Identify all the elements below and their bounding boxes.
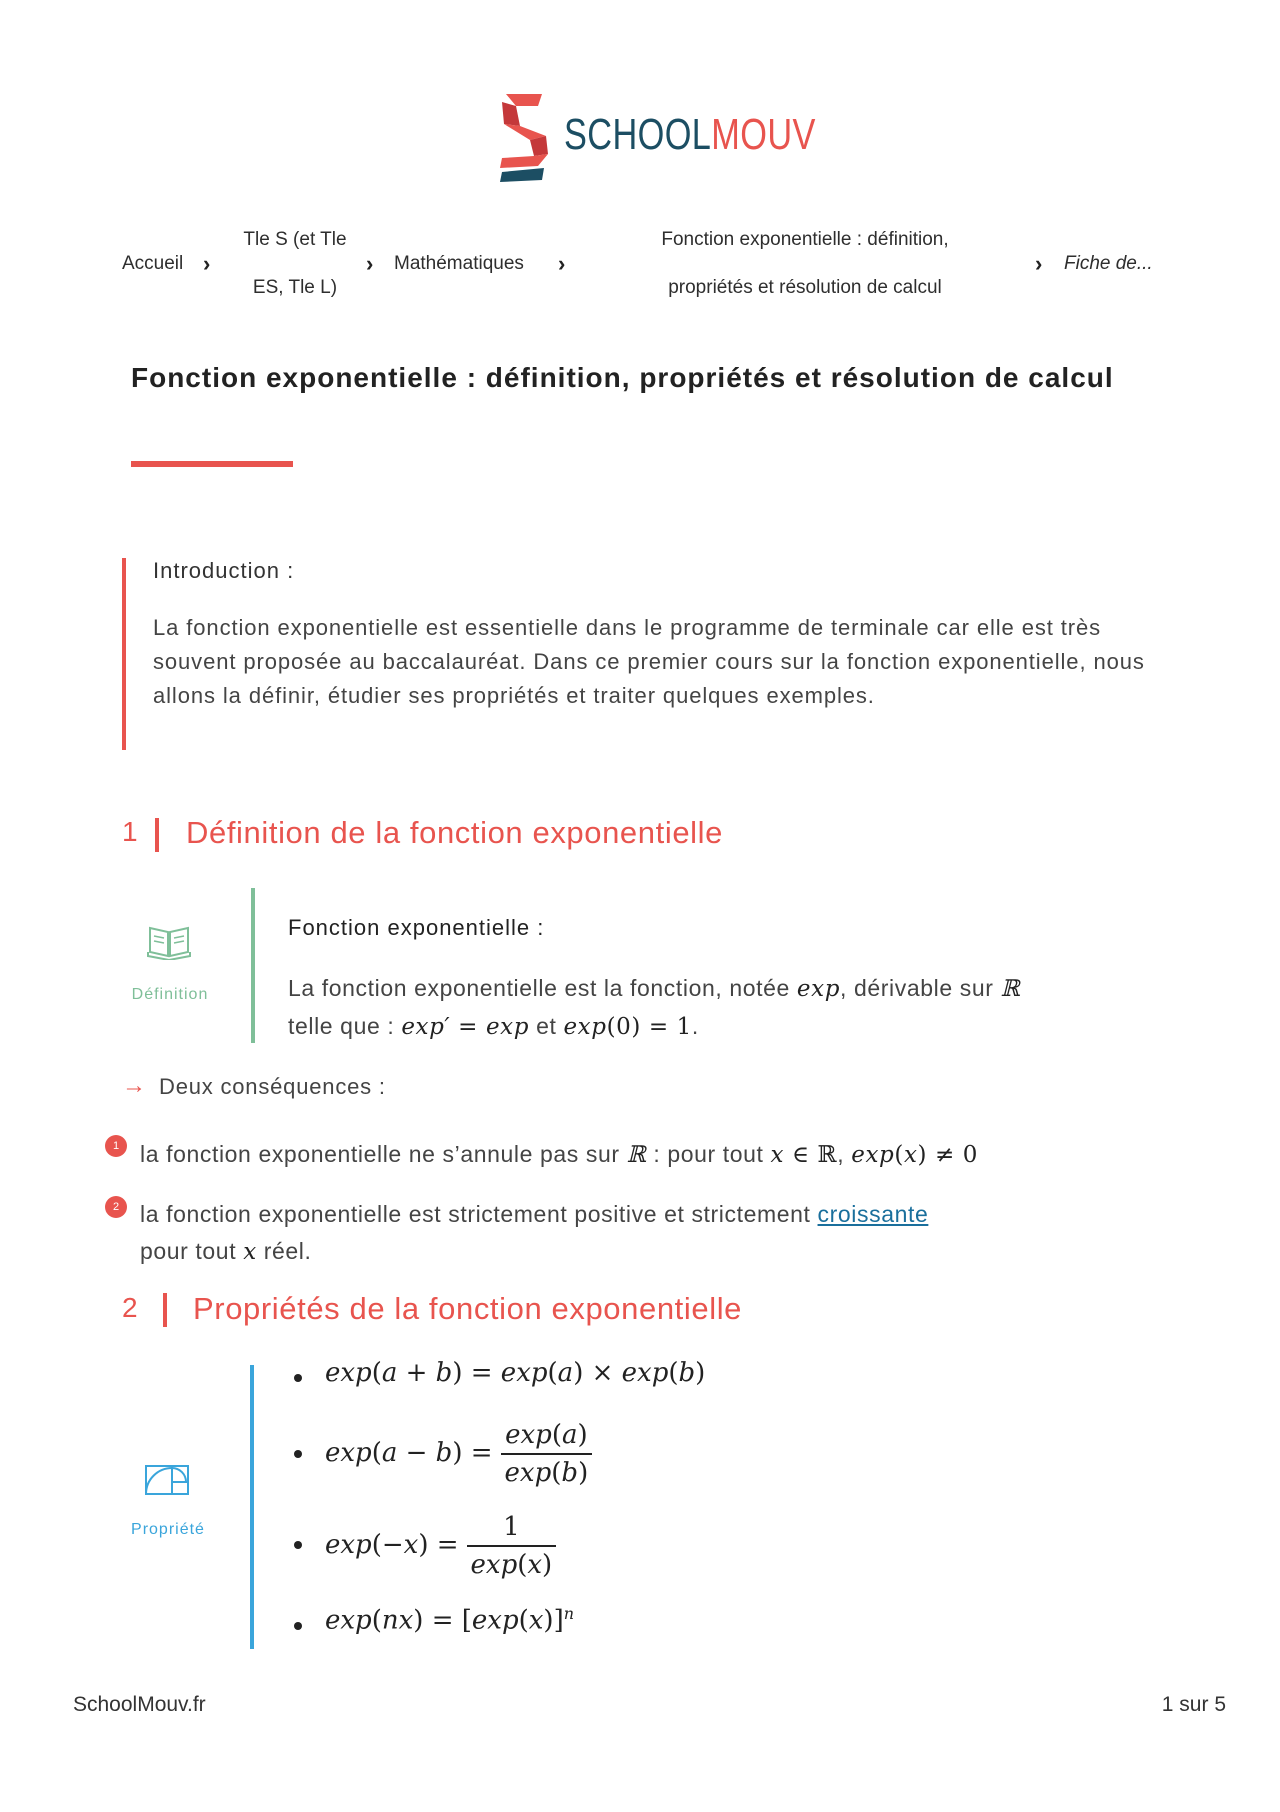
- croissante-link[interactable]: croissante: [817, 1201, 929, 1227]
- list-bullet: [294, 1374, 302, 1382]
- property-accent-bar: [250, 1365, 254, 1649]
- formula-inverse: exp(−x) = $\frac{1}{\exp(x)}$: [325, 1512, 556, 1580]
- footer-page-number: 1 sur 5: [1161, 1693, 1226, 1716]
- logo-s-icon: [498, 92, 554, 182]
- breadcrumb-current: Fiche de...: [1064, 253, 1153, 274]
- intro-label: Introduction :: [153, 558, 295, 583]
- book-icon: [146, 922, 192, 960]
- chevron-right-icon: ›: [203, 251, 211, 276]
- consequence-2: la fonction exponentielle est strictement positive et strictement croissante pour tout x réel.: [140, 1201, 929, 1265]
- list-bullet: [294, 1622, 302, 1630]
- badge-2: 2: [105, 1196, 127, 1218]
- chevron-right-icon: ›: [558, 251, 566, 276]
- consequences-label: Deux conséquences :: [159, 1074, 386, 1099]
- golden-ratio-icon: [144, 1464, 190, 1498]
- arrow-right-icon: →: [122, 1072, 146, 1099]
- section-title: Propriétés de la fonction exponentielle: [193, 1291, 743, 1326]
- breadcrumb-level[interactable]: Tle S (et Tle ES, Tle L): [243, 229, 347, 298]
- intro-text: La fonction exponentielle est essentielle dans le programme de terminale car elle est très souvent proposée au baccalauréat. Dans ce premier cours sur la fonction exponentielle, nous allons la définir, étudier ses propriétés et traiter quelques exemples.: [153, 615, 1145, 708]
- intro-accent-bar: [122, 558, 126, 750]
- schoolmouv-logo[interactable]: [498, 92, 816, 184]
- formula-difference: exp(a − b) = $\frac{\exp(a)}{\exp(b)}$: [325, 1420, 592, 1488]
- definition-label: Définition: [131, 986, 209, 1003]
- section-number: 1: [122, 816, 138, 847]
- breadcrumb-home[interactable]: Accueil: [122, 253, 184, 274]
- formula-power: $\exp(nx) = [\exp(x)]^n$: [325, 1604, 575, 1636]
- section-number: 2: [122, 1292, 138, 1323]
- property-label: Propriété: [131, 1521, 205, 1538]
- logo-wordmark: SCHOOLMOUV: [564, 110, 816, 159]
- section-title: Définition de la fonction exponentielle: [186, 815, 723, 850]
- title-underline: [131, 461, 293, 467]
- list-bullet: [294, 1541, 302, 1549]
- footer-site: SchoolMouv.fr: [73, 1693, 206, 1716]
- badge-1: 1: [105, 1135, 127, 1157]
- consequence-1: la fonction exponentielle ne s’annule pas sur ℝ : pour tout x ∈ ℝ, exp(x) ≠ 0: [140, 1141, 979, 1168]
- definition-heading: Fonction exponentielle :: [288, 915, 545, 940]
- chevron-right-icon: ›: [1035, 251, 1043, 276]
- section-divider: [155, 818, 159, 852]
- page-title: Fonction exponentielle : définition, propriétés et résolution de calcul: [131, 362, 1114, 393]
- section-divider: [163, 1293, 167, 1327]
- breadcrumb-chapter[interactable]: Fonction exponentielle : définition, propriétés et résolution de calcul: [661, 229, 949, 298]
- breadcrumb-subject[interactable]: Mathématiques: [394, 253, 524, 274]
- definition-accent-bar: [251, 888, 255, 1043]
- definition-text: La fonction exponentielle est la fonction, notée exp, dérivable sur ℝ telle que : exp′ = exp et exp(0) = 1.: [288, 975, 1021, 1040]
- chevron-right-icon: ›: [366, 251, 374, 276]
- list-bullet: [294, 1450, 302, 1458]
- formula-sum: exp(a + b) = exp(a) × exp(b): [325, 1358, 706, 1388]
